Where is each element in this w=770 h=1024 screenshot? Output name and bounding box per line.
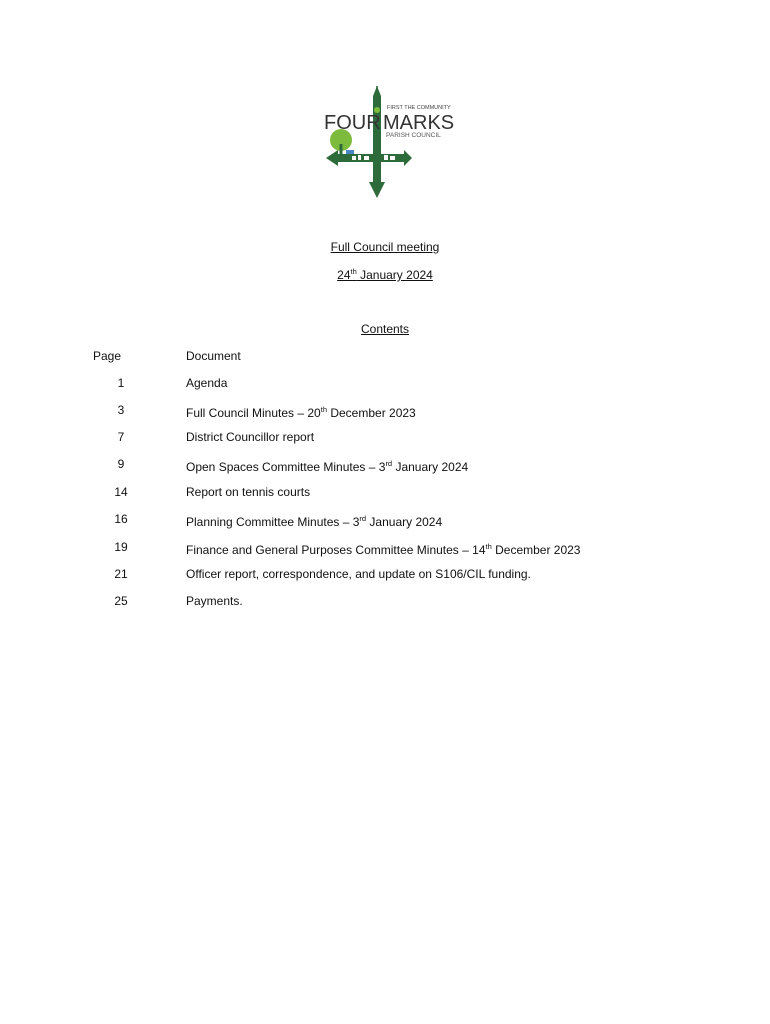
toc-page-number: 21 — [114, 567, 128, 581]
toc-document-title: Payments. — [186, 594, 243, 608]
toc-header-row — [0, 349, 770, 365]
toc-row — [0, 403, 770, 419]
toc-page-number: 19 — [114, 540, 128, 554]
toc-page-number: 9 — [117, 457, 125, 471]
meeting-date — [0, 267, 770, 282]
toc-document-title: Officer report, correspondence, and update on S106/CIL funding. — [186, 567, 531, 581]
toc-document-title — [186, 457, 468, 474]
toc-row — [0, 485, 770, 501]
logo-sub-text: PARISH COUNCIL — [386, 132, 441, 139]
doc-text: Full Council Minutes – 20 — [186, 406, 321, 420]
four-marks-logo — [322, 86, 455, 200]
toc-row — [0, 567, 770, 583]
doc-text-tail: December 2023 — [327, 406, 416, 420]
doc-text-tail: January 2024 — [392, 460, 469, 474]
toc-page-number: 3 — [117, 403, 125, 417]
toc-page-number: 16 — [114, 512, 128, 526]
toc-document-title — [186, 403, 416, 420]
toc-row — [0, 540, 770, 556]
toc-row — [0, 512, 770, 528]
toc-document-title: District Councillor report — [186, 430, 315, 444]
doc-ordinal: rd — [359, 514, 367, 523]
contents-heading: Contents — [360, 322, 410, 336]
toc-document-title — [186, 540, 580, 557]
date-day: 24 — [337, 268, 351, 282]
date-suffix: th — [350, 267, 357, 276]
toc-page-number: 25 — [114, 594, 128, 608]
toc-row — [0, 376, 770, 392]
doc-text-tail: December 2023 — [491, 543, 581, 557]
doc-text-tail: January 2024 — [366, 515, 443, 529]
toc-document-title: Agenda — [186, 376, 228, 390]
toc-document-title — [186, 512, 442, 529]
doc-ordinal: th — [320, 405, 327, 414]
toc-page-number: 1 — [117, 376, 125, 390]
logo-word-marks: MARKS — [383, 112, 455, 134]
toc-page-number: 7 — [117, 430, 125, 444]
toc-row — [0, 457, 770, 473]
doc-text: Planning Committee Minutes – 3 — [186, 515, 360, 529]
date-rest: January 2024 — [356, 268, 433, 282]
doc-text: Open Spaces Committee Minutes – 3 — [186, 460, 386, 474]
toc-document-title: Report on tennis courts — [186, 485, 311, 499]
logo-word-four: FOUR — [324, 112, 381, 134]
doc-ordinal: rd — [385, 459, 393, 468]
toc-row — [0, 430, 770, 446]
logo-graphic — [322, 86, 455, 200]
logo-top-text: FIRST THE COMMUNITY — [387, 105, 451, 111]
page-column-header: Page — [93, 349, 122, 363]
meeting-title: Full Council meeting — [330, 240, 440, 254]
toc-row — [0, 594, 770, 610]
doc-ordinal: th — [485, 542, 492, 551]
toc-page-number: 14 — [114, 485, 128, 499]
document-column-header: Document — [186, 349, 241, 363]
doc-text: Finance and General Purposes Committee Minutes – 14 — [186, 543, 486, 557]
